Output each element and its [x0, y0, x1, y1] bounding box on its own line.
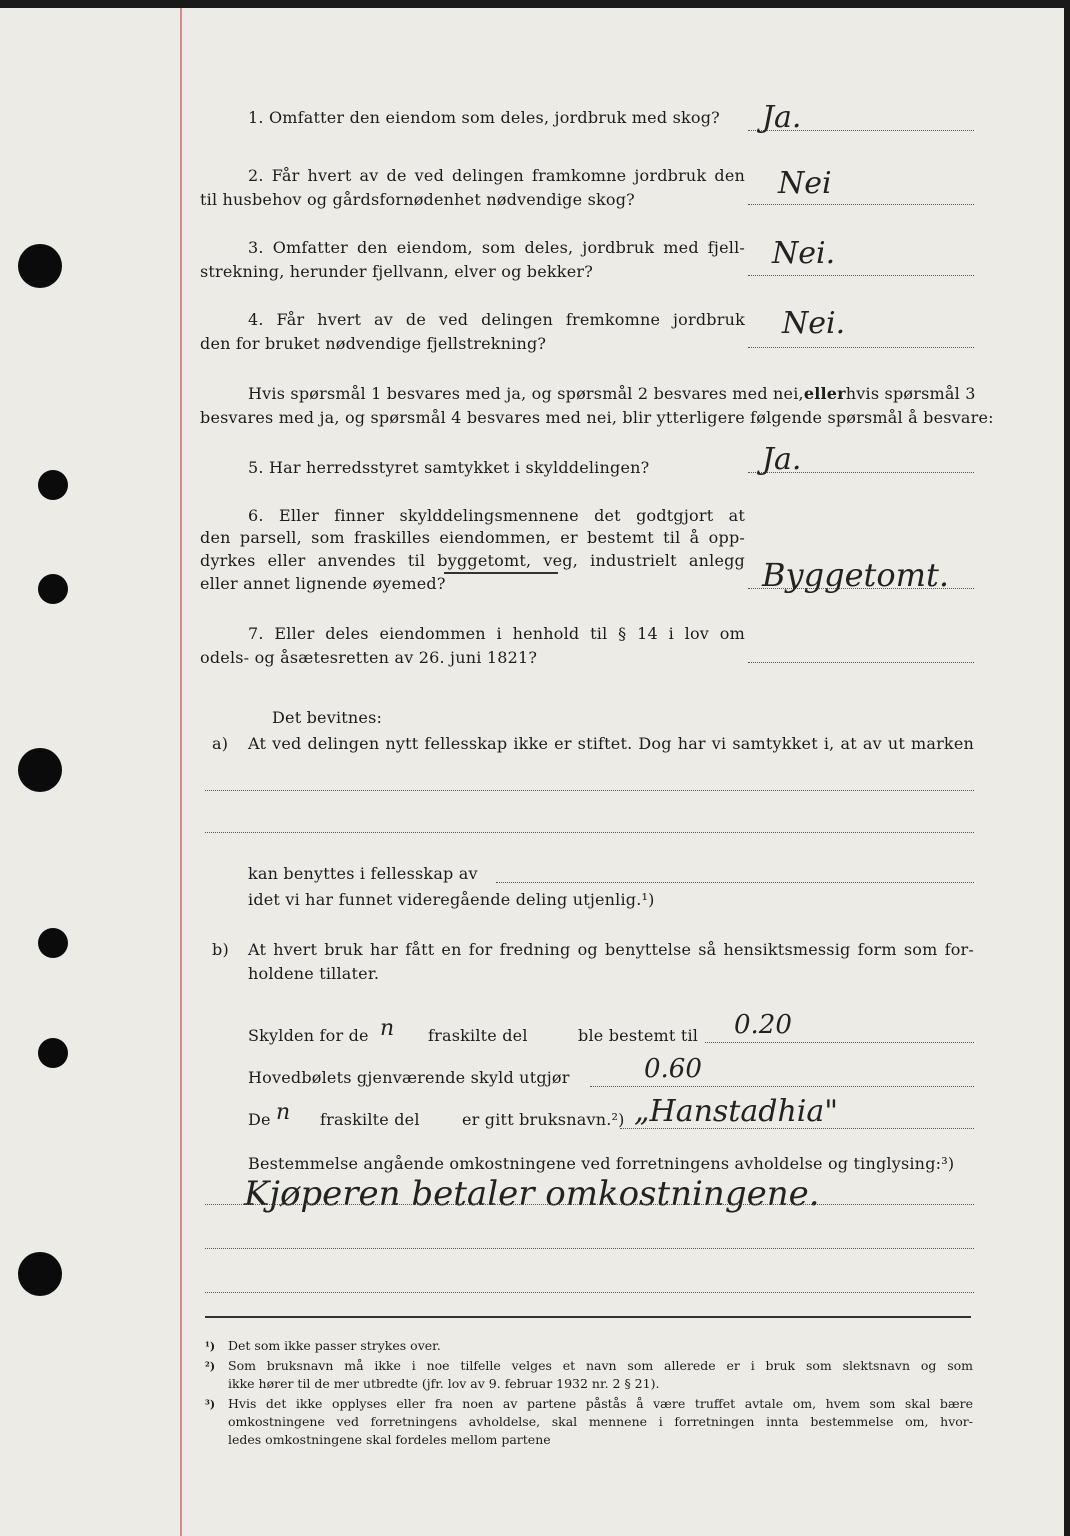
question-7-line-2: odels- og åsætesretten av 26. juni 1821?	[200, 648, 538, 667]
answer-2: Nei	[778, 166, 832, 201]
question-6-line-1: 6. Eller finner skylddelingsmennene det godtgjort at	[248, 506, 745, 525]
binder-hole	[38, 1038, 68, 1068]
answer-4: Nei.	[782, 306, 846, 341]
footnote-rule	[205, 1316, 971, 1318]
margin-line	[180, 8, 182, 1536]
answer-5: Ja.	[762, 442, 802, 477]
skyld-value: 0.20	[734, 1010, 792, 1040]
binder-hole	[18, 748, 62, 792]
costs-line-1	[205, 1204, 974, 1205]
underline-byggetomt	[444, 572, 558, 574]
footnote-1-number: ¹)	[205, 1340, 216, 1353]
condition-line-2: besvares med ja, og spørsmål 4 besvares med nei, blir ytterligere følgende spørsmål å besvare:	[200, 408, 994, 427]
binder-hole	[18, 244, 62, 288]
binder-hole	[18, 1252, 62, 1296]
name-mid: fraskilte del	[320, 1110, 420, 1129]
question-2-line-1: 2. Får hvert av de ved delingen framkomne jordbruk den	[248, 166, 745, 185]
question-6-line-2: den parsell, som fraskilles eiendommen, er bestemt til å opp-	[200, 528, 745, 547]
hoved-value: 0.60	[644, 1054, 702, 1084]
document-page	[0, 8, 1064, 1536]
answer-1: Ja.	[762, 100, 802, 135]
skyld-mid: fraskilte del	[428, 1026, 528, 1045]
answer-line-4	[748, 347, 974, 348]
footnote-2-number: ²)	[205, 1360, 216, 1373]
footnote-2-line-1: Som bruksnavn må ikke i noe tilfelle velges et navn som allerede er i bruk som slektsnavn og som	[228, 1358, 973, 1373]
condition-line-1	[248, 384, 974, 403]
skyld-handwritten-n: n	[380, 1016, 395, 1041]
answer-line-3	[748, 275, 974, 276]
attest-b-line-2: holdene tillater.	[248, 964, 380, 983]
name-suffix: er gitt bruksnavn.²)	[462, 1110, 625, 1129]
shared-use-line	[496, 882, 974, 883]
question-6-line-3: dyrkes eller anvendes til byggetomt, veg, industrielt anlegg	[200, 551, 745, 570]
attest-a-line-2	[205, 832, 974, 833]
name-prefix: De	[248, 1110, 271, 1129]
answer-6: Byggetomt.	[762, 556, 949, 594]
answer-line-2	[748, 204, 974, 205]
attest-a-line-1	[205, 790, 974, 791]
name-handwritten-n: n	[276, 1100, 291, 1125]
question-1: 1. Omfatter den eiendom som deles, jordbruk med skog?	[248, 108, 720, 127]
attest-heading: Det bevitnes:	[272, 708, 383, 727]
binder-hole	[38, 470, 68, 500]
footnote-3-line-2: omkostningene ved forretningens avholdelse, skal mennene i forretningen innta bestemmelse om, hvor-	[228, 1414, 973, 1429]
attest-a-text: At ved delingen nytt fellesskap ikke er stiftet. Dog har vi samtykket i, at av ut marken	[248, 734, 974, 753]
costs-line-2	[205, 1248, 974, 1249]
footnote-3-number: ³)	[205, 1398, 216, 1411]
question-6-line-4: eller annet lignende øyemed?	[200, 574, 446, 593]
question-4-line-2: den for bruket nødvendige fjellstrekning?	[200, 334, 547, 353]
hoved-line	[590, 1086, 974, 1087]
answer-line-7	[748, 662, 974, 663]
shared-use-text: kan benyttes i fellesskap av	[248, 864, 478, 883]
name-value: „Hanstadhia"	[634, 1094, 839, 1129]
costs-line-3	[205, 1292, 974, 1293]
condition-text-bold: eller	[803, 384, 846, 403]
question-3-line-1: 3. Omfatter den eiendom, som deles, jordbruk med fjell-	[248, 238, 745, 257]
attest-b-line-1: At hvert bruk har fått en for fredning og benyttelse så hensiktsmessig form som for-	[248, 940, 974, 959]
skyld-suffix: ble bestemt til	[578, 1026, 699, 1045]
condition-text-c: hvis spørsmål 3	[845, 384, 976, 403]
footnote-3-line-1: Hvis det ikke opplyses eller fra noen av partene påstås å være truffet avtale om, hvem som skal bære	[228, 1396, 973, 1411]
binder-hole	[38, 574, 68, 604]
question-5: 5. Har herredsstyret samtykket i skylddelingen?	[248, 458, 650, 477]
condition-text-a: Hvis spørsmål 1 besvares med ja, og spørsmål 2 besvares med nei,	[248, 384, 804, 403]
question-4-line-1: 4. Får hvert av de ved delingen fremkomne jordbruk	[248, 310, 745, 329]
attest-a-label: a)	[212, 734, 229, 753]
question-7-line-1: 7. Eller deles eiendommen i henhold til § 14 i lov om	[248, 624, 745, 643]
footnote-1-line-1: Det som ikke passer strykes over.	[228, 1338, 441, 1353]
binder-hole	[38, 928, 68, 958]
footnote-3-line-3: ledes omkostningene skal fordeles mellom partene	[228, 1432, 551, 1447]
question-2-line-2: til husbehov og gårdsfornødenhet nødvendige skog?	[200, 190, 635, 209]
attest-b-label: b)	[212, 940, 229, 959]
hoved-label: Hovedbølets gjenværende skyld utgjør	[248, 1068, 570, 1087]
skyld-prefix: Skylden for de	[248, 1026, 369, 1045]
answer-3: Nei.	[772, 236, 836, 271]
question-3-line-2: strekning, herunder fjellvann, elver og bekker?	[200, 262, 594, 281]
footnote-2-line-2: ikke hører til de mer utbredte (jfr. lov av 9. februar 1932 nr. 2 § 21).	[228, 1376, 660, 1391]
reason-text: idet vi har funnet videregående deling utjenlig.¹)	[248, 890, 655, 909]
skyld-line	[705, 1042, 974, 1043]
costs-value: Kjøperen betaler omkostningene.	[244, 1174, 820, 1214]
costs-label: Bestemmelse angående omkostningene ved forretningens avholdelse og tinglysing:³)	[248, 1154, 955, 1173]
